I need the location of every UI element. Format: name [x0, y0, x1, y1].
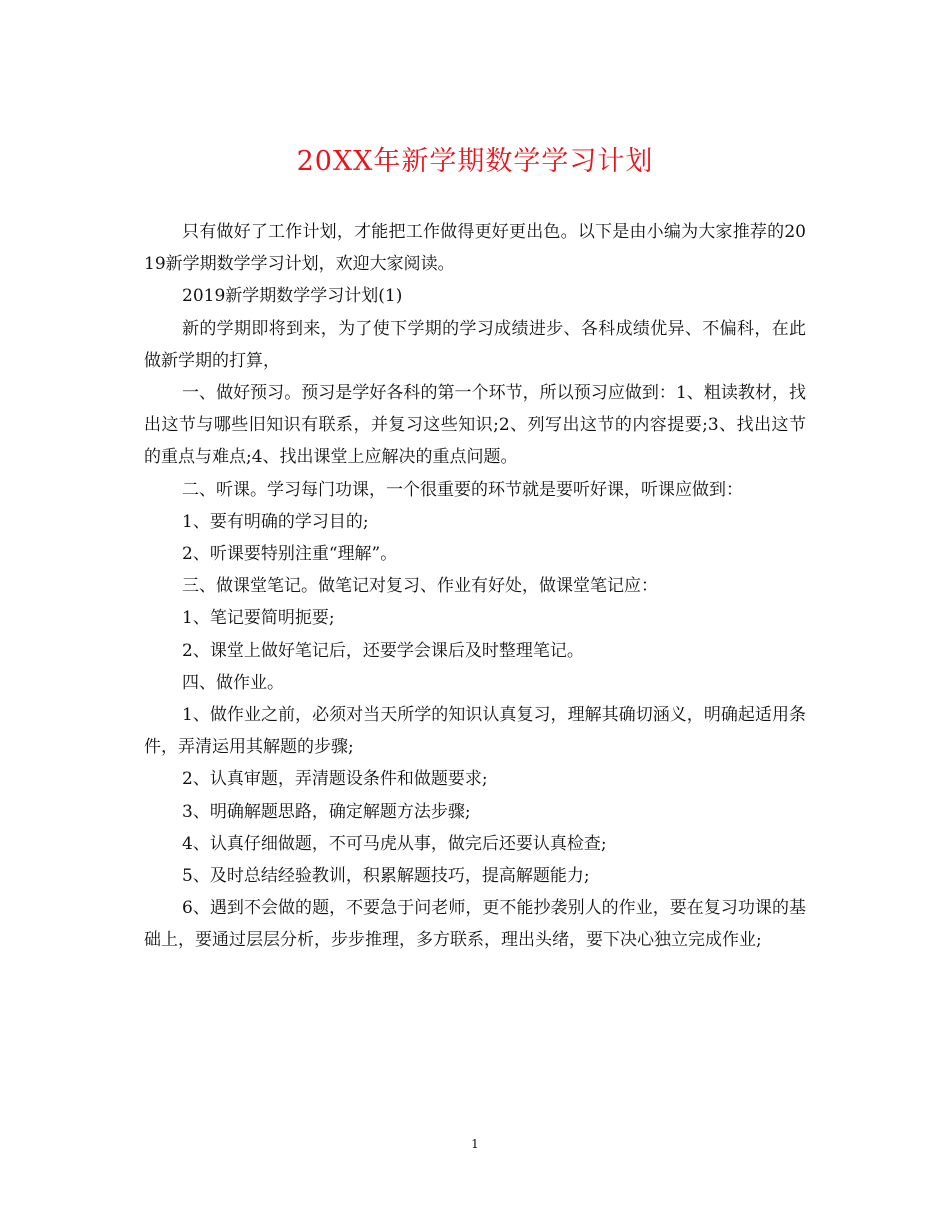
paragraph-notes-1: 1、笔记要简明扼要;: [182, 608, 335, 629]
paragraph-homework-2: 2、认真审题，弄清题设条件和做题要求;: [182, 769, 488, 790]
page-number: 1: [471, 1137, 479, 1151]
paragraph-listening-2: 2、听课要特别注重“理解”。: [182, 544, 398, 565]
paragraph-listening: 二、听课。学习每门功课，一个很重要的环节就是要听好课，听课应做到：: [182, 479, 743, 500]
paragraph-opening: 新的学期即将到来，为了使下学期的学习成绩进步、各科成绩优异、不偏科，在此做新学期的打算，: [144, 318, 806, 371]
paragraph-homework-5: 5、及时总结经验教训，积累解题技巧，提高解题能力;: [182, 866, 590, 887]
document-body: [144, 216, 806, 957]
paragraph-intro: 只有做好了工作计划，才能把工作做得更好更出色。以下是由小编为大家推荐的2019新学期数学学习计划，欢迎大家阅读。: [144, 222, 806, 275]
paragraph-homework-4: 4、认真仔细做题，不可马虎从事，做完后还要认真检查;: [182, 833, 607, 854]
paragraph-homework-6: 6、遇到不会做的题，不要急于问老师，更不能抄袭别人的作业，要在复习功课的基础上，要通过层层分析，步步推理，多方联系，理出头绪，要下决心独立完成作业;: [144, 898, 806, 951]
paragraph-subtitle: 2019新学期数学学习计划(1): [182, 286, 403, 307]
page-title: 20XX年新学期数学学习计划: [296, 146, 654, 177]
paragraph-homework: 四、做作业。: [182, 672, 284, 693]
paragraph-listening-1: 1、要有明确的学习目的;: [182, 511, 369, 532]
paragraph-homework-3: 3、明确解题思路，确定解题方法步骤;: [182, 801, 471, 822]
paragraph-notes: 三、做课堂笔记。做笔记对复习、作业有好处，做课堂笔记应：: [182, 576, 658, 597]
paragraph-homework-1: 1、做作业之前，必须对当天所学的知识认真复习，理解其确切涵义，明确起适用条件，弄清运用其解题的步骤;: [144, 705, 806, 758]
paragraph-notes-2: 2、课堂上做好笔记后，还要学会课后及时整理笔记。: [182, 640, 584, 661]
paragraph-preview: 一、做好预习。预习是学好各科的第一个环节，所以预习应做到：1、粗读教材，找出这节与哪些旧知识有联系，并复习这些知识;2、列写出这节的内容提要;3、找出这节的重点与难点;4、找出课堂上应解决的重点问题。: [144, 383, 806, 468]
